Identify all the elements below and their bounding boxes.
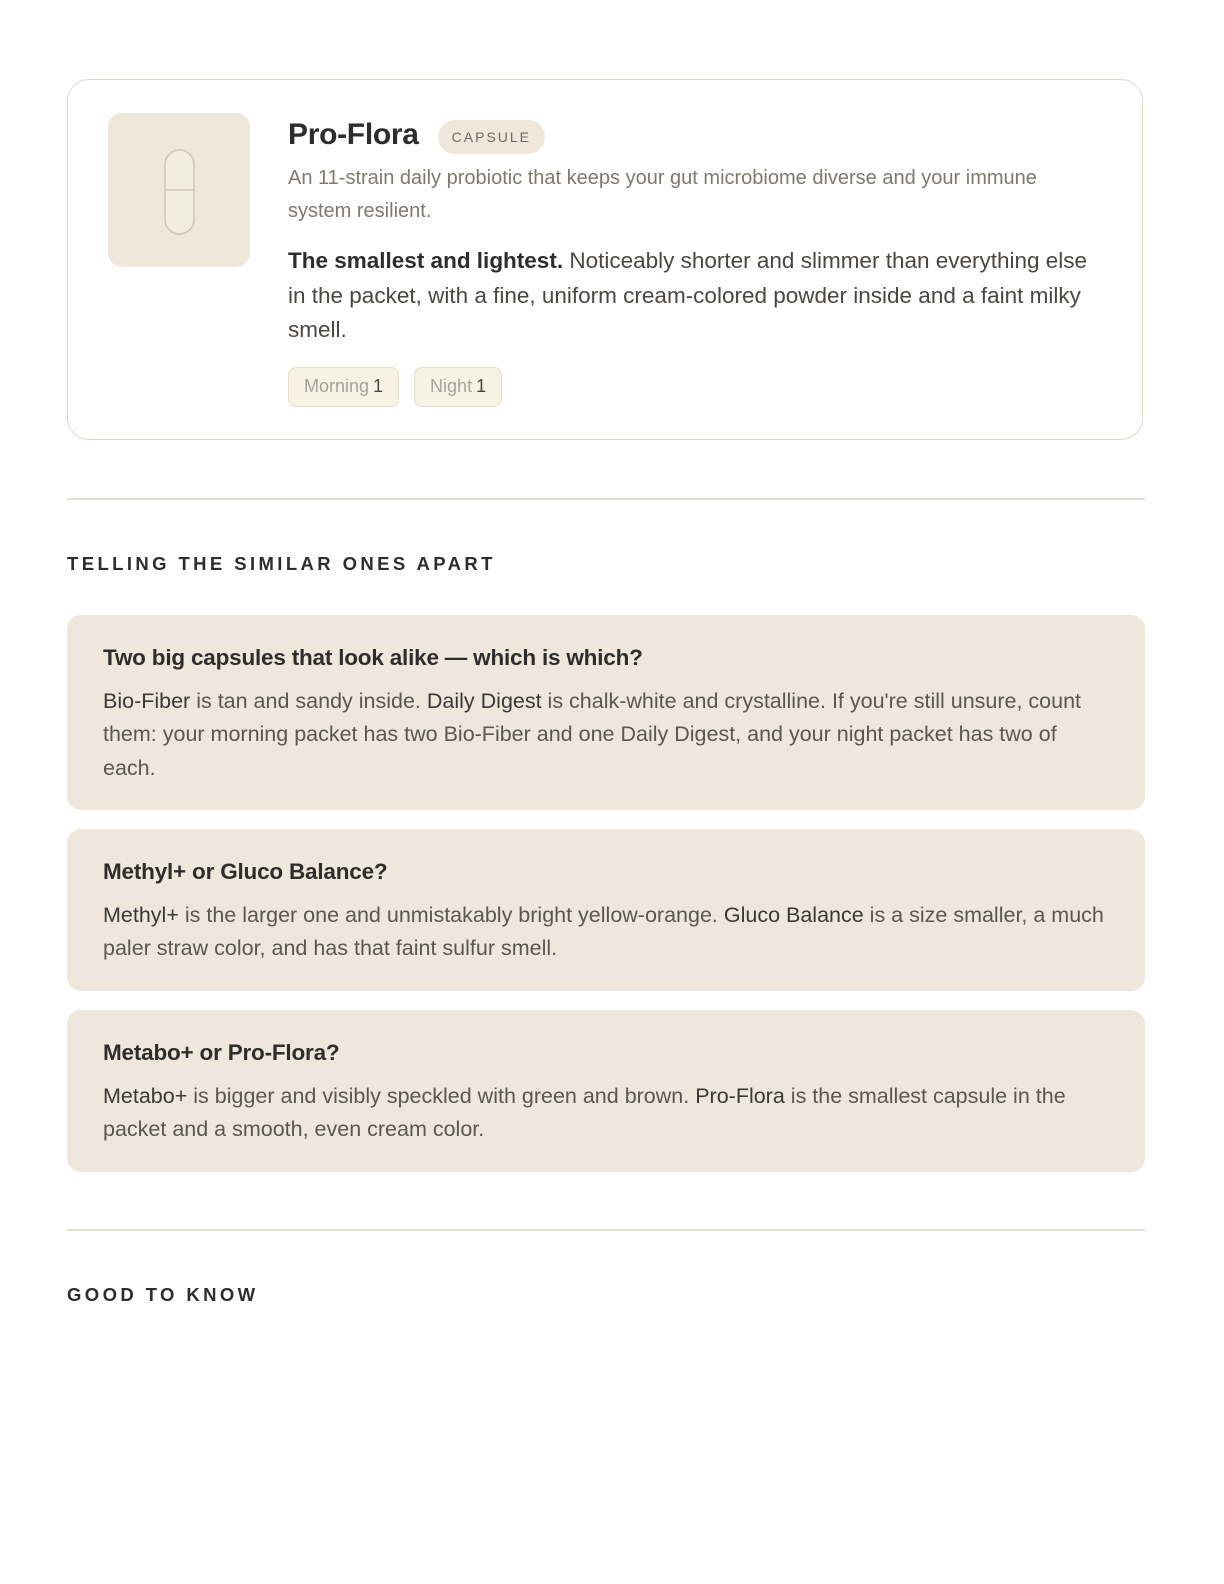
dose-chip-night xyxy=(414,367,502,407)
tip-answer xyxy=(103,685,1109,785)
tip-card xyxy=(67,829,1145,991)
dose-count: 1 xyxy=(373,376,384,396)
tip-answer xyxy=(103,899,1109,966)
supplement-description xyxy=(288,244,1098,348)
dose-label: Night xyxy=(430,376,473,396)
dose-label: Morning xyxy=(304,376,370,396)
supplement-name: Pro-Flora xyxy=(288,118,419,151)
description-lead: The smallest and lightest. xyxy=(288,248,564,273)
tip-card xyxy=(67,1010,1145,1172)
dose-chip-morning xyxy=(288,367,399,407)
description-text: Noticeably shorter and slimmer than everything else in the packet, with a fine, uniform cream-colored powder inside and a faint milky smell. xyxy=(288,248,1088,342)
tip-answer-text: is bigger and visibly speckled with green and brown. xyxy=(187,1084,696,1108)
capsule-icon xyxy=(164,149,195,235)
supplement-name-ref: Gluco Balance xyxy=(723,903,864,927)
supplement-name-ref: Pro-Flora xyxy=(695,1084,785,1108)
section-divider xyxy=(67,498,1145,500)
form-badge: CAPSULE xyxy=(438,120,545,154)
supplement-thumbnail xyxy=(108,113,250,267)
section-heading-similar: TELLING THE SIMILAR ONES APART xyxy=(67,553,496,574)
tip-card xyxy=(67,615,1145,810)
supplement-name-ref: Methyl+ xyxy=(103,903,179,927)
supplement-name-ref: Daily Digest xyxy=(426,689,542,713)
title-row xyxy=(288,114,1098,156)
tip-answer-text: is tan and sandy inside. xyxy=(190,689,427,713)
tip-answer-text: is the smallest capsule in the packet and a smooth, even cream color. xyxy=(103,1084,1066,1142)
supplement-card xyxy=(67,79,1143,440)
section-heading-good-to-know: GOOD TO KNOW xyxy=(67,1284,259,1305)
section-divider xyxy=(67,1229,1145,1231)
tip-answer xyxy=(103,1080,1109,1147)
supplement-name-ref: Bio-Fiber xyxy=(103,689,191,713)
dose-schedule xyxy=(288,367,1098,407)
tip-question: Methyl+ or Gluco Balance? xyxy=(103,859,388,884)
supplement-name-ref: Metabo+ xyxy=(103,1084,188,1108)
tip-question: Metabo+ or Pro-Flora? xyxy=(103,1040,340,1065)
tip-answer-text: is a size smaller, a much paler straw color, and has that faint sulfur smell. xyxy=(103,903,1104,961)
tip-answer-text: is chalk-white and crystalline. If you're still unsure, count them: your morning packet has two Bio-Fiber and one Daily Digest, and your night packet has two of each. xyxy=(103,689,1082,780)
dose-count: 1 xyxy=(476,376,487,396)
tip-question: Two big capsules that look alike — which is which? xyxy=(103,645,643,670)
supplement-tagline: An 11-strain daily probiotic that keeps your gut microbiome diverse and your immune system resilient. xyxy=(288,167,1037,222)
supplement-details xyxy=(288,114,1098,407)
tip-answer-text: is the larger one and unmistakably bright yellow-orange. xyxy=(178,903,724,927)
